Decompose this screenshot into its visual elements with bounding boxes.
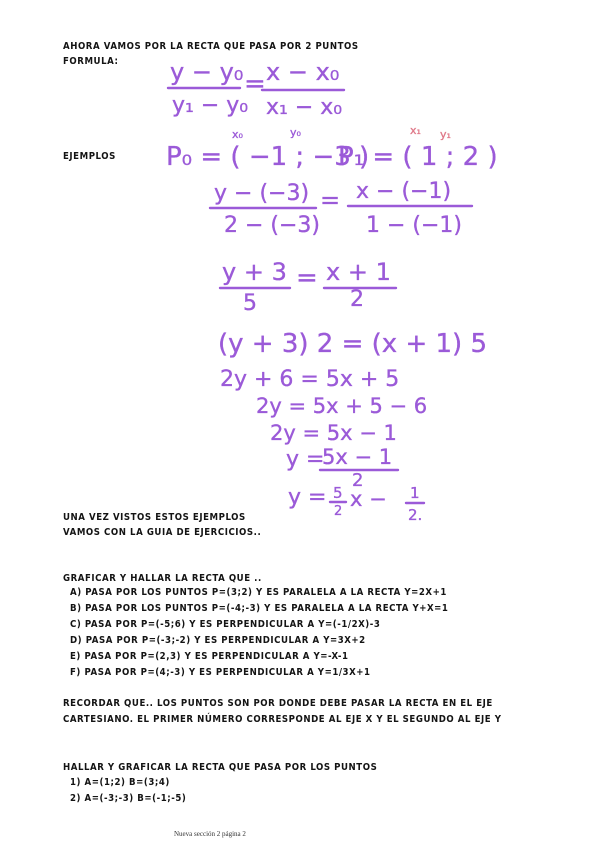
reminder-line-1: RECORDAR QUE.. LOS PUNTOS SON POR DONDE DEBE PASAR LA RECTA EN EL EJE [63,698,493,710]
step8-const-denominator: 2. [408,506,423,524]
exercise1-item-a: A) PASA POR LOS PUNTOS P=(3;2) Y ES PARALELA A LA RECTA Y=2X+1 [70,587,447,599]
step8-lhs: y = [288,485,327,510]
exercise1-title: GRAFICAR Y HALLAR LA RECTA QUE .. [63,573,262,585]
exercise2-item-2: 2) A=(-3;-3) B=(-1;-5) [70,793,187,805]
label-x1: x₁ [410,124,421,137]
step8-coef-denominator: 2 [334,504,343,519]
point-p1: P₁ = ( 1 ; 2 ) [338,142,498,172]
exercise1-item-e: E) PASA POR P=(2,3) Y ES PERPENDICULAR A Y=-X-1 [70,651,349,663]
step2-lhs-denominator: 5 [243,291,257,316]
exercise1-item-b: B) PASA POR LOS PUNTOS P=(-4;-3) Y ES PARALELA A LA RECTA Y+X=1 [70,603,449,615]
step8-middle: x − [350,487,387,511]
step2-equals: = [296,263,318,293]
formula-lhs-numerator: y − y₀ [170,58,244,86]
point-p0: P₀ = ( −1 ; −3 ) [166,142,370,172]
intro-title: AHORA VAMOS POR LA RECTA QUE PASA POR 2 PUNTOS [63,41,359,53]
transition-line-2: VAMOS CON LA GUIA DE EJERCICIOS.. [63,527,262,539]
step5: 2y = 5x + 5 − 6 [256,394,428,418]
examples-label: EJEMPLOS [63,151,116,163]
step7-numerator: 5x − 1 [322,445,393,469]
reminder-line-2: CARTESIANO. EL PRIMER NÚMERO CORRESPONDE AL EJE X Y EL SEGUNDO AL EJE Y [63,714,502,726]
step1-rhs-denominator: 1 − (−1) [366,213,463,238]
step7-lhs: y = [286,447,325,472]
label-x0: x₀ [232,128,243,141]
step1-lhs-denominator: 2 − (−3) [224,213,321,238]
step2-lhs-numerator: y + 3 [222,258,287,286]
exercise1-item-d: D) PASA POR P=(-3;-2) Y ES PERPENDICULAR A Y=3X+2 [70,635,366,647]
exercise2-title: HALLAR Y GRAFICAR LA RECTA QUE PASA POR LOS PUNTOS [63,762,378,774]
formula-rhs-numerator: x − x₀ [266,58,340,86]
step8-const-numerator: 1 [410,484,420,502]
formula-label: FORMULA: [63,56,119,68]
formula-equals: = [244,69,266,99]
step8-coef-numerator: 5 [333,484,343,502]
step1-lhs-numerator: y − (−3) [214,181,310,206]
page-footer: Nueva sección 2 página 2 [174,830,246,838]
step1-rhs-numerator: x − (−1) [356,179,452,204]
step2-rhs-numerator: x + 1 [326,258,391,286]
step3: (y + 3) 2 = (x + 1) 5 [218,329,487,359]
label-y1: y₁ [440,128,451,141]
step6: 2y = 5x − 1 [270,421,397,445]
step7-denominator: 2 [352,470,364,491]
step2-rhs-denominator: 2 [350,287,364,312]
step1-equals: = [320,186,341,214]
formula-lhs-denominator: y₁ − y₀ [172,93,249,118]
transition-line-1: UNA VEZ VISTOS ESTOS EJEMPLOS [63,512,246,524]
exercise1-item-f: F) PASA POR P=(4;-3) Y ES PERPENDICULAR A Y=1/3X+1 [70,667,371,679]
exercise2-item-1: 1) A=(1;2) B=(3;4) [70,777,170,789]
formula-rhs-denominator: x₁ − x₀ [266,95,343,120]
step4: 2y + 6 = 5x + 5 [220,367,400,392]
label-y0: y₀ [290,126,301,139]
exercise1-item-c: C) PASA POR P=(-5;6) Y ES PERPENDICULAR A Y=(-1/2X)-3 [70,619,381,631]
